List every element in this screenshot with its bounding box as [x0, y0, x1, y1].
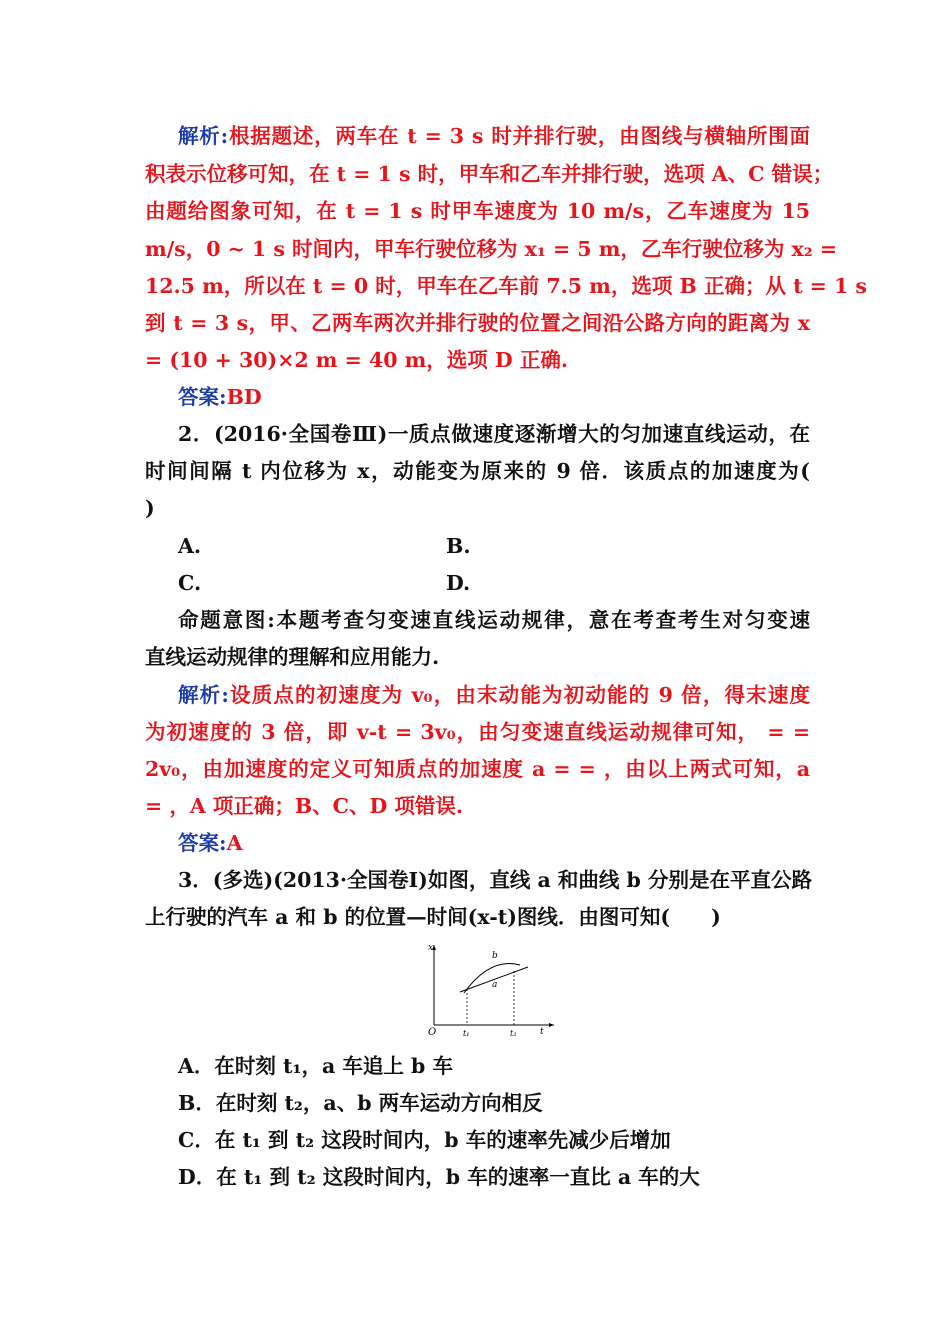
analysis-1-line-7: = (10 + 30)×2 m = 40 m，选项 D 正确.: [145, 348, 568, 372]
analysis-2-line-3: 2v₀，由加速度的定义可知质点的加速度 a = = ，由以上两式可知，a: [145, 757, 810, 781]
analysis-1-line-4: m/s，0 ~ 1 s 时间内，甲车行驶位移为 x₁ = 5 m，乙车行驶位移为 x₂ =: [145, 237, 838, 261]
answer-1: 答案:BD: [178, 385, 262, 409]
q2-option-b: B.: [446, 534, 471, 558]
label-origin: O: [428, 1027, 437, 1037]
analysis-2-line-2: 为初速度的 3 倍，即 v-t = 3v₀，由匀变速直线运动规律可知， = =: [145, 720, 810, 744]
question-2-line-3: ): [145, 496, 155, 520]
question-3-line-2: 上行驶的汽车 a 和 b 的位置—时间(x-t)图线．由图可知( ): [145, 905, 721, 929]
q2-option-a: A.: [178, 534, 202, 558]
q3-choice-a: A．在时刻 t₁，a 车追上 b 车: [178, 1054, 454, 1078]
question-2-line-2: 时间间隔 t 内位移为 x，动能变为原来的 9 倍．该质点的加速度为(: [145, 459, 810, 483]
x-t-graph-figure: [420, 937, 560, 1037]
label-b: b: [492, 951, 498, 961]
analysis-2-line-4: = ，A 项正确；B、C、D 项错误.: [145, 794, 464, 818]
t-axis-arrow: [549, 1023, 554, 1027]
label-x: x: [428, 943, 434, 953]
answer-label: 答案:: [178, 385, 227, 409]
analysis-1-line-3: 由题给图象可知，在 t = 1 s 时甲车速度为 10 m/s，乙车速度为 15: [145, 199, 810, 223]
answer-label: 答案:: [178, 831, 227, 855]
analysis-1-line-2: 积表示位移可知，在 t = 1 s 时，甲车和乙车并排行驶，选项 A、C 错误；: [145, 162, 834, 186]
analysis-label: 解析:: [178, 683, 229, 707]
q3-choice-c: C．在 t₁ 到 t₂ 这段时间内，b 车的速率先减少后增加: [178, 1128, 671, 1152]
q3-choice-b: B．在时刻 t₂，a、b 两车运动方向相反: [178, 1091, 543, 1115]
q2-option-c: C.: [178, 571, 202, 595]
label-t2: t₂: [510, 1029, 517, 1037]
q2-options-row-2: [178, 569, 810, 597]
analysis-1-line-5: 12.5 m，所以在 t = 0 时，甲车在乙车前 7.5 m，选项 B 正确；从 t = 1 s: [145, 274, 867, 298]
label-t1: t₁: [463, 1029, 470, 1037]
analysis-2-line-1: 解析:设质点的初速度为 v₀，由末动能为初动能的 9 倍，得末速度: [178, 683, 810, 707]
q3-choice-d: D．在 t₁ 到 t₂ 这段时间内，b 车的速率一直比 a 车的大: [178, 1165, 700, 1189]
intent-line-1: 命题意图:本题考查匀变速直线运动规律，意在考查考生对匀变速: [178, 608, 810, 632]
intent-label: 命题意图:: [178, 608, 275, 632]
q2-options-row-1: [178, 532, 810, 560]
analysis-1-line-6: 到 t = 3 s，甲、乙两车两次并排行驶的位置之间沿公路方向的距离为 x: [145, 311, 810, 335]
label-a: a: [492, 980, 498, 990]
question-3-line-1: 3．(多选)(2013·全国卷Ⅰ)如图，直线 a 和曲线 b 分别是在平直公路: [178, 868, 813, 892]
question-2-line-1: 2．(2016·全国卷Ⅲ)一质点做速度逐渐增大的匀加速直线运动，在: [178, 422, 810, 446]
q2-option-d: D.: [446, 571, 471, 595]
analysis-label: 解析:: [178, 124, 229, 148]
intent-line-2: 直线运动规律的理解和应用能力.: [145, 645, 440, 669]
label-t: t: [540, 1027, 544, 1037]
answer-2: 答案:A: [178, 831, 243, 855]
analysis-1-line-1: 解析:根据题述，两车在 t = 3 s 时并排行驶，由图线与横轴所围面: [178, 124, 810, 148]
